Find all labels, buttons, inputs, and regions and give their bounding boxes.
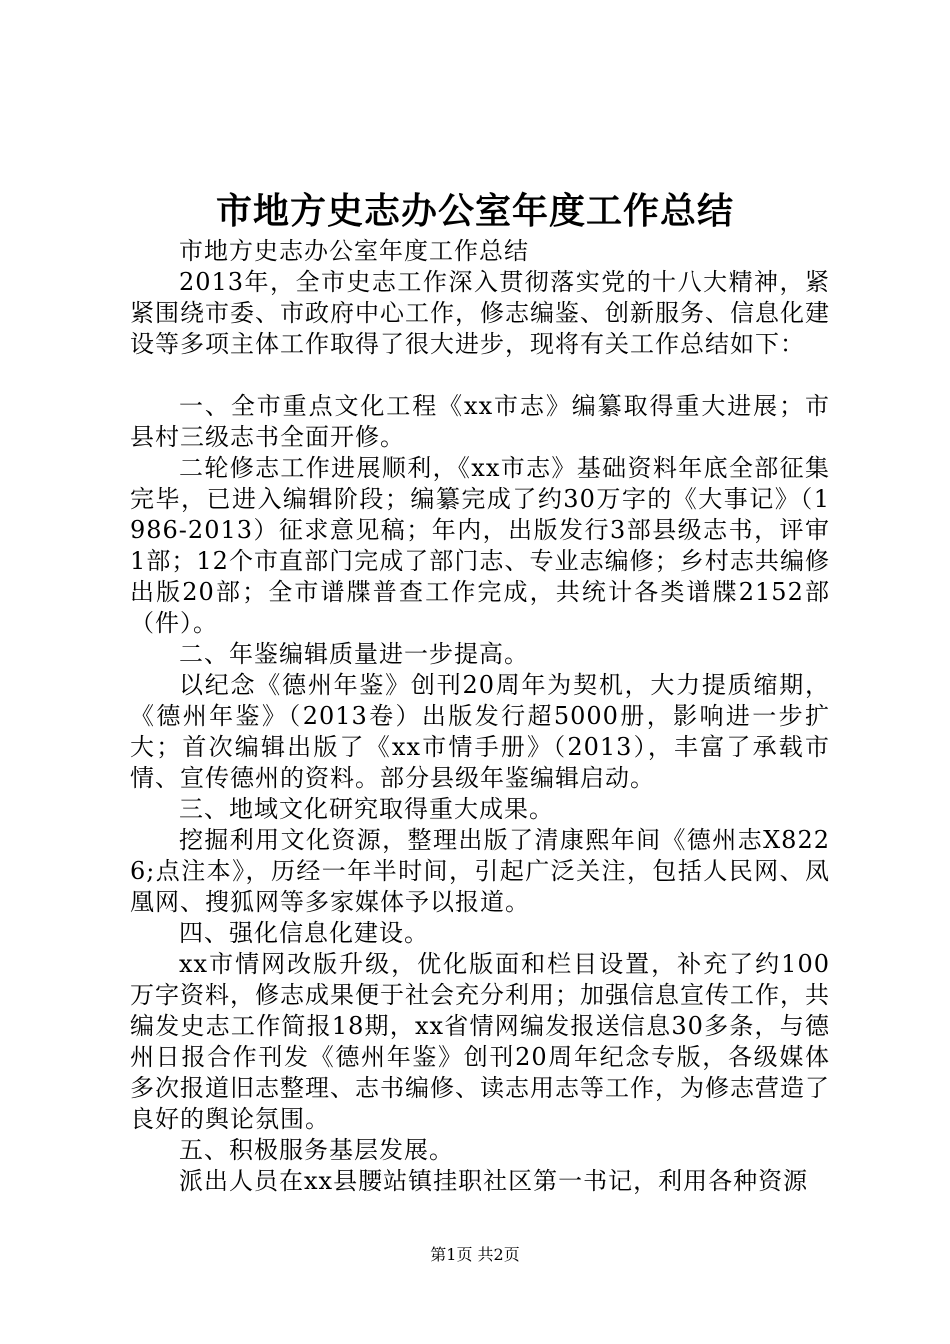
document-title: 市地方史志办公室年度工作总结 xyxy=(215,190,734,232)
paragraph-section-2-body: 以纪念《德州年鉴》创刊20周年为契机，大力提质缩期，《德州年鉴》（2013卷）出版发行超5000册，影响进一步扩大；首次编辑出版了《xx市情手册》（2013），丰富了承载市情、宣传德州的资料。部分县级年鉴编辑启动。 xyxy=(130,671,830,792)
paragraph-subtitle: 市地方史志办公室年度工作总结 xyxy=(179,237,529,265)
paragraph-section-5-heading: 五、积极服务基层发展。 xyxy=(179,1136,454,1164)
paragraph-section-4-heading: 四、强化信息化建设。 xyxy=(179,919,429,947)
blank-line xyxy=(130,360,830,391)
paragraph-section-5-body: 派出人员在xx县腰站镇挂职社区第一书记，利用各种资源 xyxy=(179,1167,809,1195)
paragraph-section-3-body: 挖掘利用文化资源，整理出版了清康熙年间《德州志X8226;点注本》，历经一年半时间，引起广泛关注，包括人民网、凤凰网、搜狐网等多家媒体予以报道。 xyxy=(130,826,830,916)
paragraph-intro: 2013年，全市史志工作深入贯彻落实党的十八大精神，紧紧围绕市委、市政府中心工作，修志编鉴、创新服务、信息化建设等多项主体工作取得了很大进步，现将有关工作总结如下： xyxy=(130,268,830,358)
paragraph-section-2-heading: 二、年鉴编辑质量进一步提高。 xyxy=(179,640,529,668)
paragraph-section-3-heading: 三、地域文化研究取得重大成果。 xyxy=(179,795,554,823)
paragraph-section-4-body: xx市情网改版升级，优化版面和栏目设置，补充了约100万字资料，修志成果便于社会充分利用；加强信息宣传工作，共编发史志工作简报18期，xx省情网编发报送信息30多条，与德州日报合作刊发《德州年鉴》创刊20周年纪念专版，各级媒体多次报道旧志整理、志书编修、读志用志等工作，为修志营造了良好的舆论氛围。 xyxy=(130,950,830,1133)
paragraph-section-1-heading: 一、全市重点文化工程《xx市志》编纂取得重大进展；市县村三级志书全面开修。 xyxy=(130,392,830,451)
page-number: 第1页 共2页 xyxy=(430,1245,520,1264)
paragraph-section-1-body: 二轮修志工作进展顺利，《xx市志》基础资料年底全部征集完毕，已进入编辑阶段；编纂完成了约30万字的《大事记》（1986-2013）征求意见稿；年内，出版发行3部县级志书，评审1部；12个市直部门完成了部门志、专业志编修；乡村志共编修出版20部；全市谱牒普查工作完成，共统计各类谱牒2152部（件）。 xyxy=(130,454,830,637)
document-body xyxy=(130,236,830,1197)
